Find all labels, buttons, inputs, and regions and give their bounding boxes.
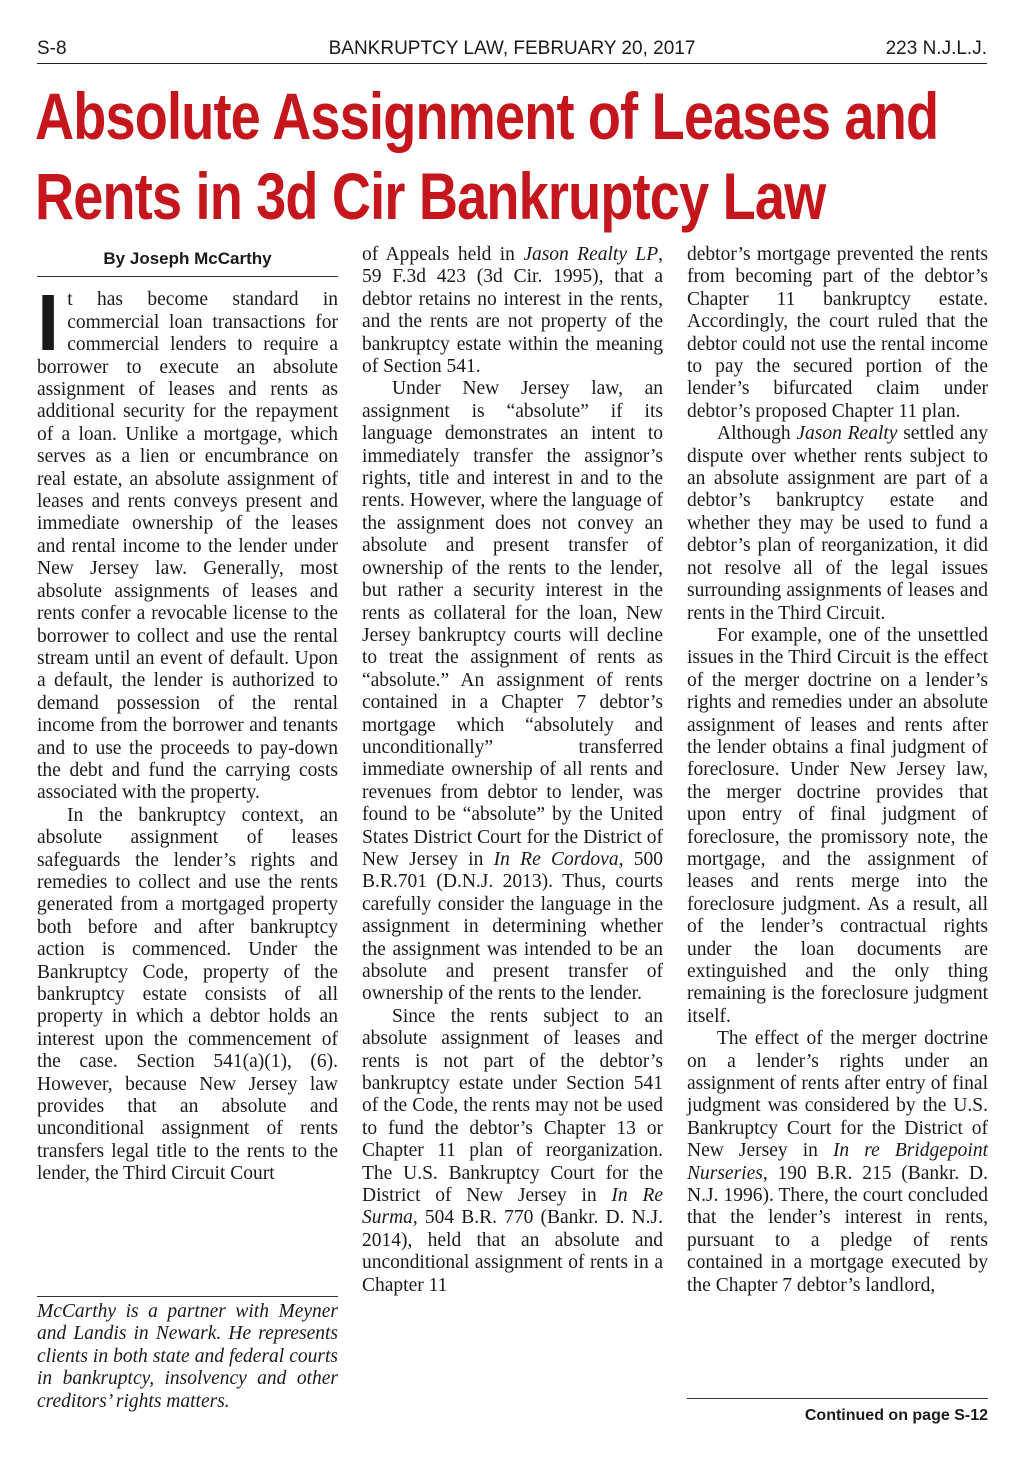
paragraph-text: Under New Jersey law, an assignment is “absolute” if its language demonstrates an intent to immediately transfer the assignor’s rights, title and interest in and to the rents. However, where the language of the assignment does not convey an absolute and present transfer of ownership of the rents to the lender, but rather a security interest in the rents as collateral for the loan, New Jersey bankruptcy courts will decline to treat the assignment of rents as “absolute.” An assignment of rents contained in a Chapter 7 debtor’s mortgage which “absolutely and unconditionally” transferred immediate ownership of all rents and revenues from debtor to lender, was found to be “absolute” by the United States District Court for the District of New Jersey in <box>362 378 663 870</box>
running-header <box>37 38 987 64</box>
headline-line-2: Rents in 3d Cir Bankruptcy Law <box>35 159 826 233</box>
article-headline <box>35 76 939 236</box>
paragraph-text: The effect of the merger doctrine on a lender’s rights under an assignment of rents after entry of final judgment was considered by the U.S. Bankruptcy Court for the District of New Jersey in <box>687 1028 988 1162</box>
paragraph <box>687 1028 988 1297</box>
paragraph <box>362 1006 663 1297</box>
author-bio: McCarthy is a partner with Meyner and Landis in Newark. He represents clients in both state and federal courts in bankruptcy, insolvency and other creditors’ rights matters. <box>37 1296 338 1413</box>
paragraph: debtor’s mortgage prevented the rents from becoming part of the debtor’s Chapter 11 bankruptcy estate. Accordingly, the court ruled that the debtor could not use the rental income to pay the secured portion of the lender’s bifurcated claim under debtor’s proposed Chapter 11 plan. <box>687 244 988 422</box>
paragraph-text: Although <box>717 423 797 445</box>
column-2 <box>362 244 663 1297</box>
continued-jump-line[interactable]: Continued on page S-12 <box>687 1398 988 1425</box>
paragraph: For example, one of the unsettled issues in the Third Circuit is the effect of the merger doctrine on a lender’s rights and remedies under an absolute assignment of leases and rents after the lender obtains a final judgment of foreclosure. Under New Jersey law, the merger doctrine provides that upon entry of final judgment of foreclosure, the promissory note, the mortgage, and the assignment of leases and rents merge into the foreclosure judgment. As a result, all of the lender’s contractual rights under the loan documents are extinguished and the only thing remaining is the foreclosure judgment itself. <box>687 624 988 1027</box>
paragraph <box>362 378 663 1005</box>
paragraph-text: Since the rents subject to an absolute assignment of leases and rents is not part of the debtor’s bankruptcy estate under Section 541 of the Code, the rents may not be used to fund the debtor’s Chapter 13 or Chapter 11 plan of reorganization. The U.S. Bankruptcy Court for the District of New Jersey in <box>362 1005 663 1207</box>
paragraph-text: of Appeals held in <box>362 244 524 265</box>
paragraph-text: , 504 B.R. 770 (Bankr. D. N.J. 2014), held that an absolute and unconditional assignment of rents in a Chapter 11 <box>362 1207 663 1296</box>
paragraph <box>687 423 988 625</box>
headline-line-1: Absolute Assignment of Leases and <box>35 79 939 153</box>
paragraph-text: , 190 B.R. 215 (Bankr. D. N.J. 1996). There, the court concluded that the lender’s interest in rents, pursuant to a pledge of rents contained in a mortgage executed by the Chapter 7 debtor’s landlord, <box>687 1162 988 1296</box>
case-name: In Re Cordova <box>493 848 619 870</box>
paragraph <box>37 278 338 804</box>
paragraph-text: , 59 F.3d 423 (3d Cir. 1995), that a debtor retains no interest in the rents, and the rents are not property of the bankruptcy estate within the meaning of Section 541. <box>362 244 663 378</box>
paragraph: In the bankruptcy context, an absolute assignment of leases safeguards the lender’s rights and remedies to collect and use the rents generated from a mortgaged property both before and after bankruptcy action is commenced. Under the Bankruptcy Code, property of the bankruptcy estate consists of all property in which a debtor holds an interest upon the commencement of the case. Section 541(a)(1), (6). However, because New Jersey law provides that an absolute and unconditional assignment of rents transfers legal title to the rents to the lender, the Third Circuit Court <box>37 804 338 1185</box>
byline: By Joseph McCarthy <box>37 248 338 277</box>
paragraph-text: settled any dispute over whether rents subject to an absolute assignment are part of a debtor’s bankruptcy estate and whether they may be used to fund a debtor’s plan of reorganization, it did not resolve all of the legal issues surrounding assignments of leases and rents in the Third Circuit. <box>687 423 988 624</box>
case-name: Jason Realty <box>796 423 898 445</box>
column-1 <box>37 248 338 1186</box>
page-number: S-8 <box>37 38 67 59</box>
case-name: Jason Realty LP <box>523 244 659 265</box>
paragraph-text: , 500 B.R.701 (D.N.J. 2013). Thus, courts carefully consider the language in the assignment in determining whether the assignment was intended to be an absolute and present transfer of ownership of the rents to the lender. <box>362 848 664 1005</box>
case-name: In Re Surma <box>362 1185 664 1229</box>
journal-citation: 223 N.J.L.J. <box>885 38 987 59</box>
column-3 <box>687 244 988 1297</box>
case-name: In re Bridgepoint Nurseries <box>687 1140 989 1184</box>
publication-date: BANKRUPTCY LAW, FEBRUARY 20, 2017 <box>328 38 696 59</box>
drop-cap: I <box>37 278 60 368</box>
paragraph-text: t has become standard in commercial loan transactions for commercial lenders to require a borrower to execute an absolute assignment of leases and rents as additional security for the repayment of a loan. Unlike a mortgage, which serves as a lien or encumbrance on real estate, an absolute assignment of leases and rents conveys present and immediate ownership of the leases and rental income to the lender under New Jersey law. Generally, most absolute assignments of leases and rents confer a revocable license to the borrower to collect and use the rental stream until an event of default. Upon a default, the lender is authorized to demand possession of the rental income from the borrower and tenants and to use the proceeds to pay-down the debt and fund the carrying costs associated with the property. <box>37 289 338 804</box>
paragraph <box>362 244 663 378</box>
